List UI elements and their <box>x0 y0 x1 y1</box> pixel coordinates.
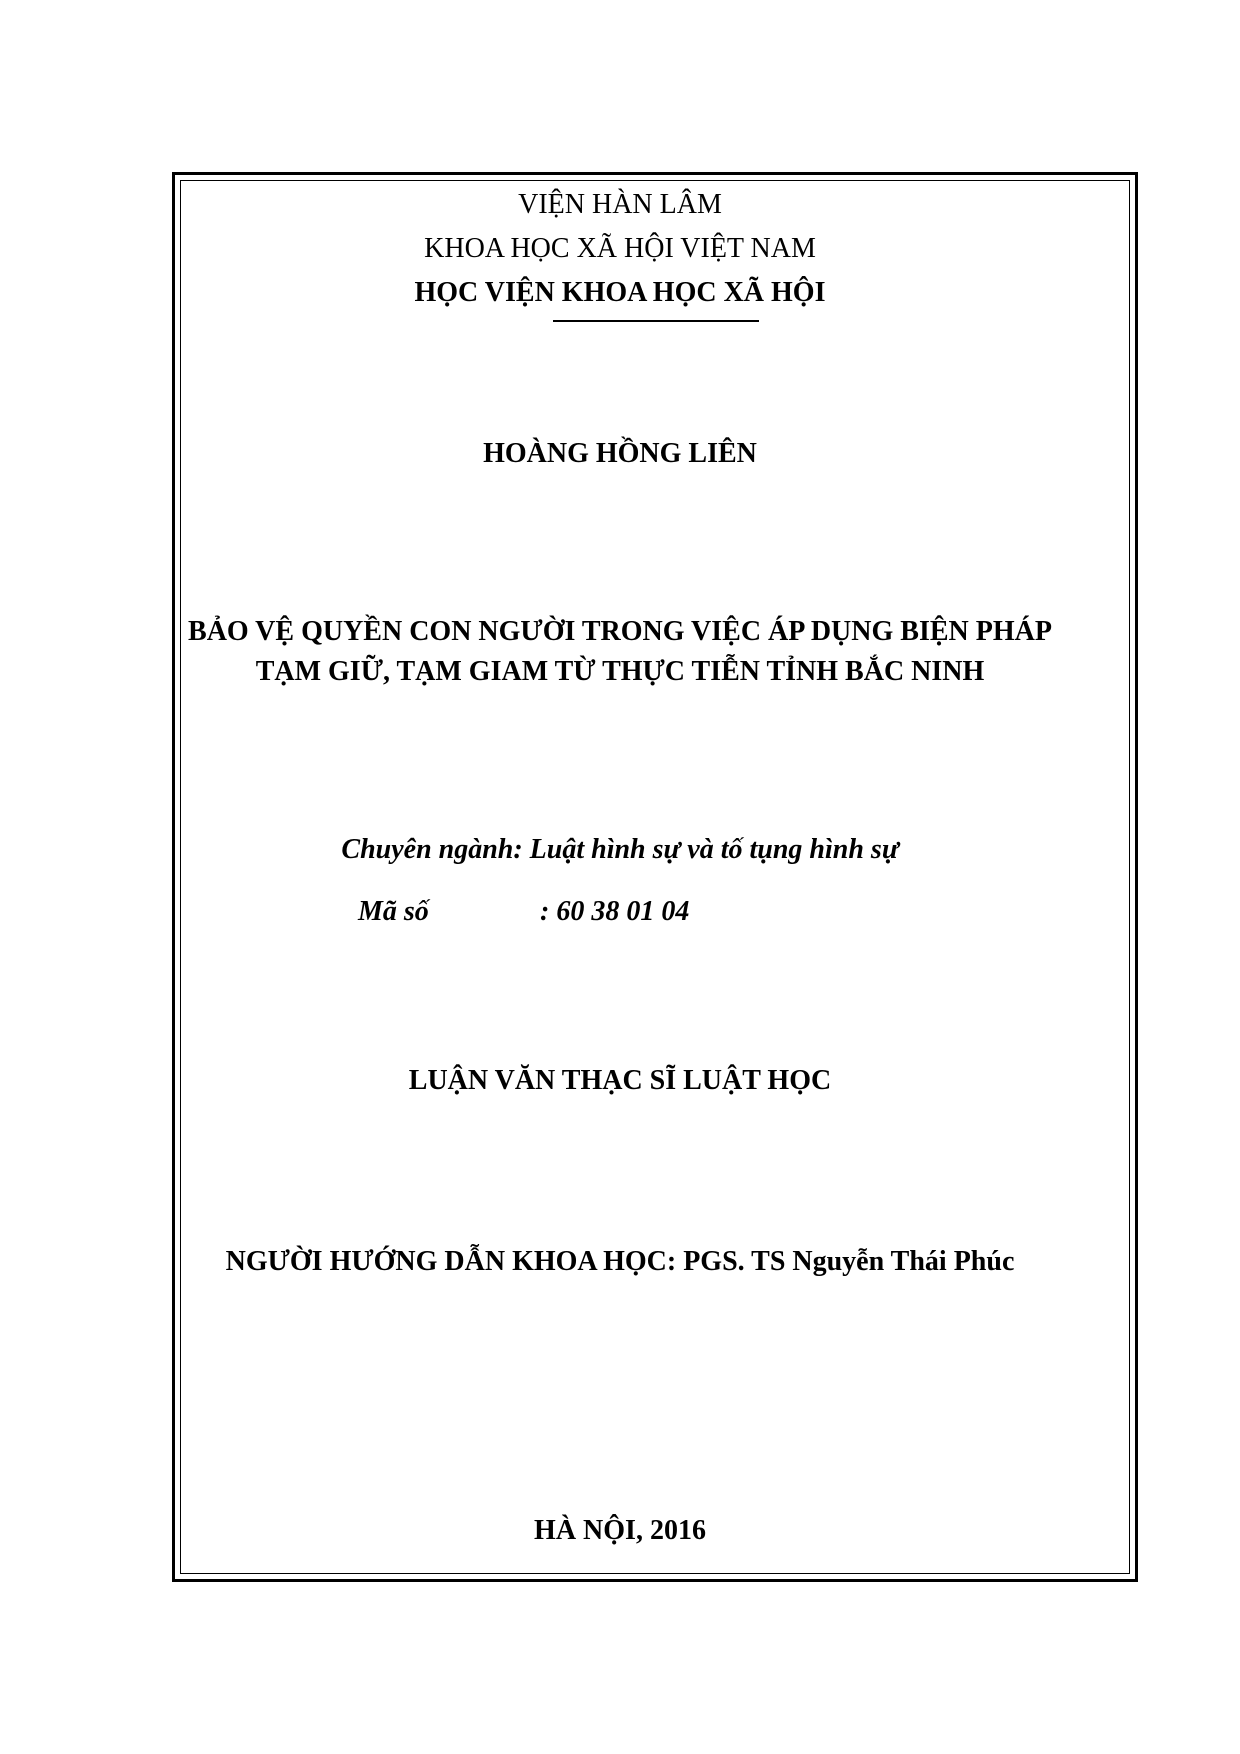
place-date: HÀ NỘI, 2016 <box>534 1515 706 1546</box>
thesis-title-line-1: BẢO VỆ QUYỀN CON NGƯỜI TRONG VIỆC ÁP DỤNG BIỆN PHÁP <box>188 616 1052 647</box>
institution-line-1: VIỆN HÀN LÂM <box>518 189 722 220</box>
institution-line-2: KHOA HỌC XÃ HỘI VIỆT NAM <box>424 233 816 264</box>
advisor: NGƯỜI HƯỚNG DẪN KHOA HỌC: PGS. TS Nguyễn Thái Phúc <box>225 1246 1015 1277</box>
specialization: Chuyên ngành: Luật hình sự và tố tụng hình sự <box>341 834 899 865</box>
header-underline <box>553 320 759 322</box>
code-value: : 60 38 01 04 <box>540 896 690 927</box>
inner-border <box>180 180 1130 1574</box>
code-label: Mã số <box>358 896 429 927</box>
degree: LUẬN VĂN THẠC SĨ LUẬT HỌC <box>408 1065 832 1096</box>
thesis-title-line-2: TẠM GIỮ, TẠM GIAM TỪ THỰC TIỄN TỈNH BẮC NINH <box>255 656 985 687</box>
author-name: HOÀNG HỒNG LIÊN <box>483 438 757 469</box>
institution-line-3: HỌC VIỆN KHOA HỌC XÃ HỘI <box>414 277 826 308</box>
